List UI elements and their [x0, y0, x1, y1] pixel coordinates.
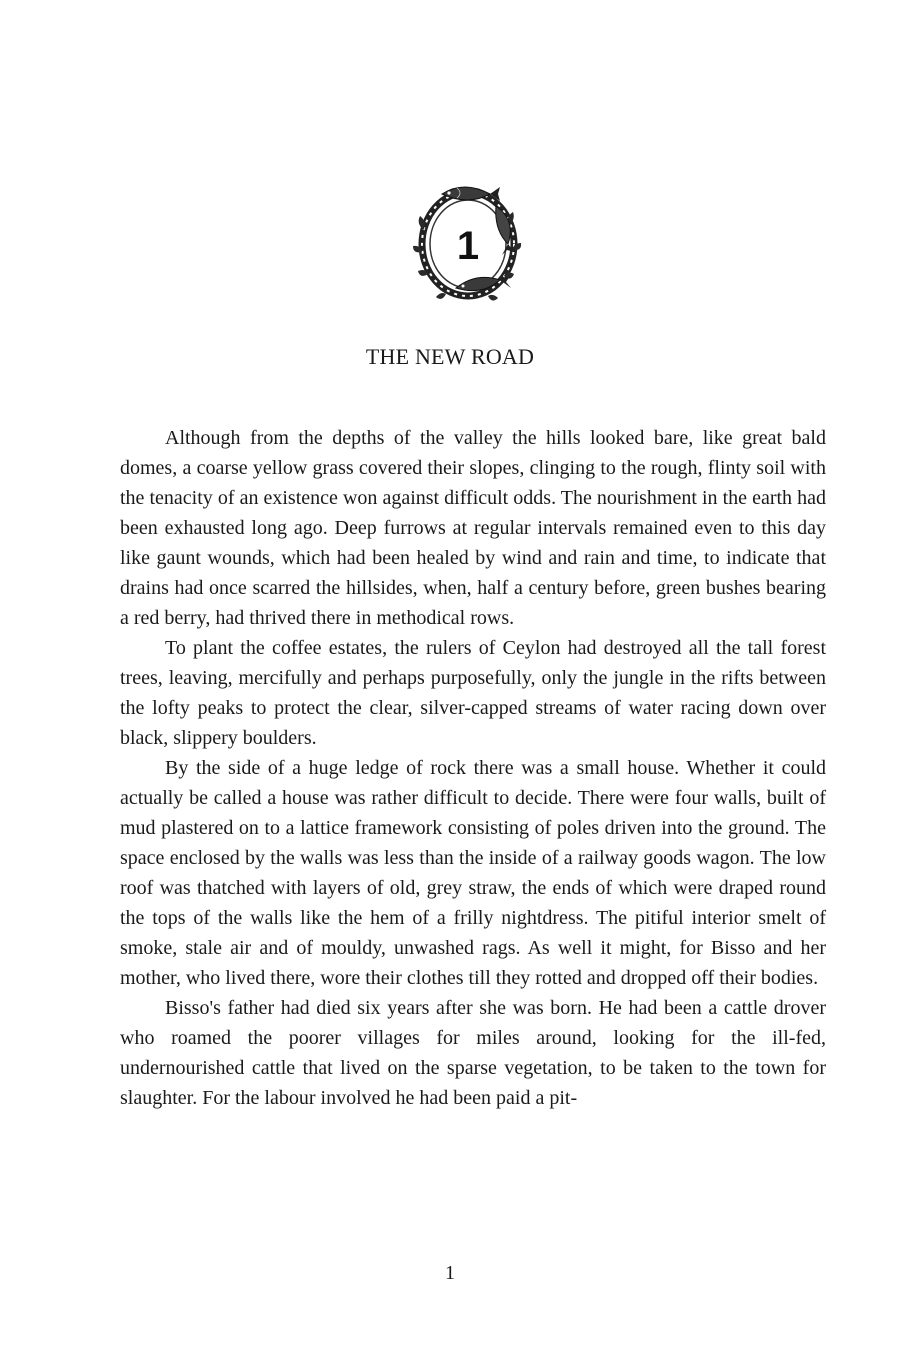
chapter-number: 1	[456, 224, 480, 268]
paragraph: To plant the coffee estates, the rulers of Ceylon had destroyed all the tall forest trees, leaving, mercifully and perhaps purposefully, only the jungle in the rifts between the lofty peaks to protect the clear, silver-capped streams of water racing down over black, slippery boulders.	[120, 637, 826, 749]
paragraph: By the side of a huge ledge of rock there was a small house. Whether it could actually be called a house was rather difficult to decide. There were four walls, built of mud plastered on to a lattice framework consisting of poles driven into the ground. The space enclosed by the walls was less than the inside of a railway goods wagon. The low roof was thatched with layers of old, grey straw, the ends of which were draped round the tops of the walls like the hem of a frilly nightdress. The pitiful interior smelt of smoke, stale air and of mouldy, unwashed rags. As well it might, for Bisso and her mother, who lived there, wore their clothes till they rotted and dropped off their bodies.	[120, 757, 826, 989]
page-number: 1	[445, 1262, 455, 1284]
chapter-emblem	[412, 180, 524, 305]
paragraph: Bisso's father had died six years after she was born. He had been a cattle drover who roamed the poorer villages for miles around, looking for the ill-fed, undernourished cattle that lived on the sparse vegetation, to be taken to the town for slaughter. For the labour involved he had been paid a pit-	[120, 997, 826, 1109]
chapter-body	[120, 423, 826, 1113]
chapter-title: THE NEW ROAD	[365, 344, 535, 369]
paragraph: Although from the depths of the valley the hills looked bare, like great bald domes, a coarse yellow grass covered their slopes, clinging to the rough, flinty soil with the tenacity of an existence won against difficult odds. The nourishment in the earth had been exhausted long ago. Deep furrows at regular intervals remained even to this day like gaunt wounds, which had been healed by wind and rain and time, to indicate that drains had once scarred the hillsides, when, half a century before, green bushes bearing a red berry, had thrived there in methodical rows.	[120, 427, 826, 629]
fish-wreath-icon	[412, 180, 524, 305]
